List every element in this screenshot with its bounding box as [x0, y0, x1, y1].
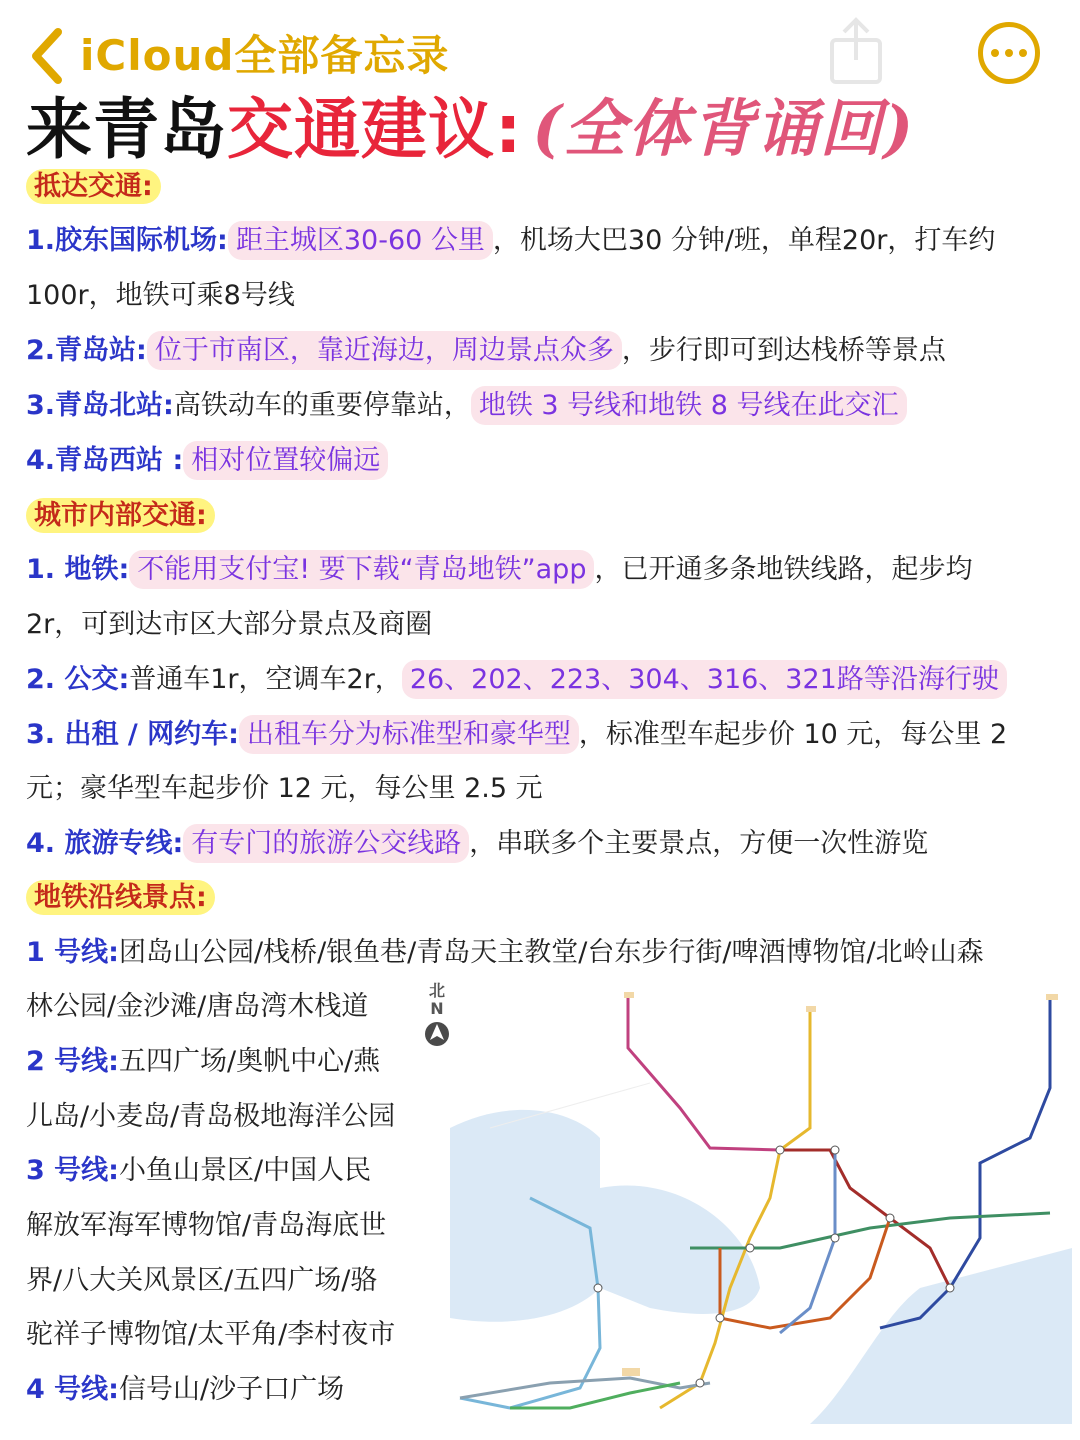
title-part1: 来青岛: [26, 90, 227, 168]
item-text: 解放军海军博物馆/青岛海底世: [26, 1210, 387, 1241]
list-item-continued: [26, 762, 543, 816]
list-item-continued: [26, 1090, 395, 1144]
north-label: 北: [428, 981, 446, 1000]
highlight-text: 有专门的旅游公交线路: [183, 824, 469, 863]
more-options-button[interactable]: [978, 22, 1040, 84]
highlight-text: 距主城区30-60 公里: [228, 221, 493, 260]
item-label: 3.青岛北站:: [26, 390, 174, 421]
list-item: [26, 653, 1007, 707]
item-text: 界/八大关风景区/五四广场/骆: [26, 1265, 378, 1296]
list-item: [26, 324, 946, 378]
item-text: 100r，地铁可乘8号线: [26, 280, 295, 311]
dot-icon: [1019, 49, 1027, 57]
section-heading: 城市内部交通:: [26, 498, 215, 533]
item-label: 2 号线:: [26, 1046, 119, 1077]
dot-icon: [991, 49, 999, 57]
list-item-continued: [26, 598, 432, 652]
item-text: 2r，可到达市区大部分景点及商圈: [26, 609, 433, 640]
list-item: [26, 1144, 371, 1198]
item-text: ，标准型车起步价 10 元，每公里 2: [578, 719, 1008, 750]
item-text: 小鱼山景区/中国人民: [118, 1155, 372, 1186]
title-handwritten: (全体背诵回): [532, 91, 916, 165]
item-text: 普通车1r，空调车2r，: [129, 664, 402, 695]
list-item: [26, 817, 928, 871]
list-item: [26, 434, 388, 488]
back-label: iCloud全部备忘录: [80, 31, 450, 80]
highlight-text: 不能用支付宝! 要下载“青岛地铁”app: [129, 550, 594, 589]
list-item: [26, 379, 907, 433]
item-text: ，机场大巴30 分钟/班，单程20r，打车约: [492, 225, 996, 256]
item-label: 4 号线:: [26, 1374, 119, 1405]
item-label: 4.青岛西站 :: [26, 445, 184, 476]
list-item-continued: [26, 980, 368, 1034]
item-text: 信号山/沙子口广场: [118, 1374, 345, 1405]
north-letter: N: [430, 999, 444, 1018]
item-label: 1 号线:: [26, 937, 119, 968]
highlight-text: 26、202、223、304、316、321路等沿海行驶: [402, 660, 1007, 699]
north-arrow-icon: [422, 978, 452, 1048]
list-item-continued: [26, 1254, 377, 1308]
list-item: [26, 1363, 344, 1417]
list-item: [26, 543, 972, 597]
item-text: ，步行即可到达栈桥等景点: [621, 335, 946, 366]
list-item: [26, 1035, 380, 1089]
note-title: [26, 78, 915, 168]
item-label: 3. 出租 / 网约车:: [26, 719, 239, 750]
top-bar: [0, 0, 1080, 80]
item-text: ，已开通多条地铁线路，起步均: [594, 554, 973, 585]
item-text: 元；豪华型车起步价 12 元，每公里 2.5 元: [26, 773, 543, 804]
item-text: 驼祥子博物馆/太平角/李村夜市: [26, 1319, 396, 1350]
highlight-text: 地铁 3 号线和地铁 8 号线在此交汇: [471, 386, 907, 425]
item-label: 2.青岛站:: [26, 335, 147, 366]
highlight-text: 相对位置较偏远: [183, 441, 388, 480]
highlight-text: 位于市南区，靠近海边，周边景点众多: [147, 331, 622, 370]
title-part2: 交通建议:: [227, 90, 523, 168]
dot-icon: [1005, 49, 1013, 57]
highlight-text: 出租车分为标准型和豪华型: [239, 715, 579, 754]
item-label: 1. 地铁:: [26, 554, 130, 585]
share-icon[interactable]: [828, 16, 884, 86]
list-item-continued: [26, 1308, 395, 1362]
item-label: 2. 公交:: [26, 664, 130, 695]
item-text: 五四广场/奥帆中心/燕: [118, 1046, 381, 1077]
item-label: 4. 旅游专线:: [26, 828, 184, 859]
section-heading-city: [26, 489, 215, 543]
section-heading-metro: [26, 871, 215, 925]
list-item-continued: [26, 1199, 386, 1253]
metro-map: [450, 988, 1072, 1424]
item-text: 团岛山公园/栈桥/银鱼巷/青岛天主教堂/台东步行街/啤酒博物馆/北岭山森: [118, 937, 984, 968]
item-text: 高铁动车的重要停靠站，: [173, 390, 471, 421]
section-heading: 抵达交通:: [26, 169, 161, 204]
item-text: 林公园/金沙滩/唐岛湾木栈道: [26, 991, 369, 1022]
list-item: [26, 926, 984, 980]
item-text: ，串联多个主要景点，方便一次性游览: [469, 828, 929, 859]
section-heading: 地铁沿线景点:: [26, 880, 215, 915]
list-item-continued: [26, 269, 295, 323]
section-heading-arrival: [26, 160, 161, 214]
item-label: 1.胶东国际机场:: [26, 225, 228, 256]
list-item: [26, 214, 995, 268]
list-item: [26, 708, 1007, 762]
item-label: 3 号线:: [26, 1155, 119, 1186]
item-text: 儿岛/小麦岛/青岛极地海洋公园: [26, 1101, 396, 1132]
